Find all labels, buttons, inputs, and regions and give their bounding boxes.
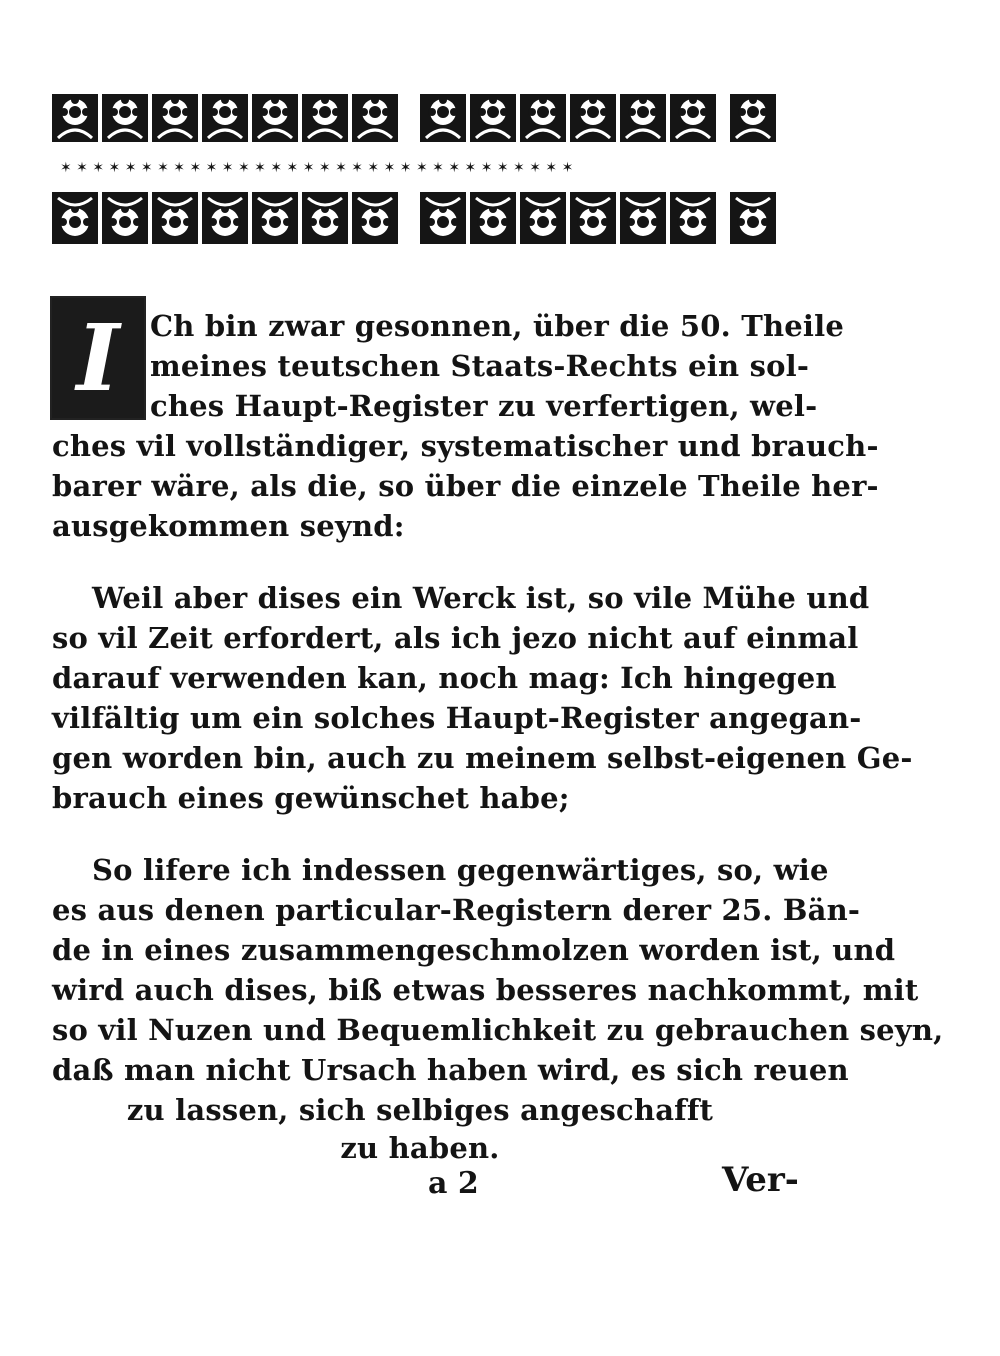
para3-line-3: de in eines zusammengeschmolzen worden ist, und [52,933,896,967]
para2-line-3: darauf verwenden kan, noch mag: Ich hingegen [52,661,837,695]
para1-line-1: Ch bin zwar gesonnen, über die 50. Theile [150,309,845,343]
para3-line-5: so vil Nuzen und Bequemlichkeit zu gebrauchen seyn, [52,1013,944,1047]
flower-ornament-row-bottom [50,188,784,248]
para2-line-4: vilfältig um ein solches Haupt-Register angegan- [52,701,862,735]
page-signature: a 2 [428,1166,479,1201]
para2-line-5: gen worden bin, auch zu meinem selbst-eigenen Ge- [52,741,913,775]
para1-line-6: ausgekommen seynd: [52,509,405,543]
para3-line-7: zu lassen, sich selbiges angeschafft [126,1093,714,1127]
para3-line-2: es aus denen particular-Registern derer 25. Bän- [52,893,861,927]
para3-line-4: wird auch dises, biß etwas besseres nachkommt, mit [52,973,919,1007]
para2-line-1: Weil aber dises ein Werck ist, so vile Mühe und [92,581,870,615]
para1-line-5: barer wäre, als die, so über die einzele Theile her- [52,469,879,503]
para3-line-8: zu haben. [340,1131,500,1165]
flower-ornament-row-top [50,88,784,148]
para3-line-1: So lifere ich indessen gegenwärtiges, so, wie [92,853,829,887]
para1-line-3: ches Haupt-Register zu verfertigen, wel- [150,389,818,423]
para3-line-6: daß man nicht Ursach haben wird, es sich reuen [52,1053,849,1087]
drop-initial-letter: I [50,296,146,420]
para2-line-6: brauch eines gewünschet habe; [52,781,570,815]
catchword: Ver- [722,1160,799,1200]
ornamental-headpiece [50,88,784,248]
para1-line-2: meines teutschen Staats-Rechts ein sol- [150,349,810,383]
para1-line-4: ches vil vollständiger, systematischer und brauch- [52,429,879,463]
para2-line-2: so vil Zeit erfordert, als ich jezo nicht auf einmal [52,621,859,655]
svg-text:✶ ✶ ✶ ✶ ✶ ✶ ✶ ✶ ✶ ✶ ✶ ✶ ✶ ✶ ✶: ✶ ✶ ✶ ✶ ✶ ✶ ✶ ✶ ✶ ✶ ✶ ✶ ✶ ✶ ✶ ✶ ✶ ✶ ✶ ✶ ✶ ✶ ✶ ✶ ✶ ✶ ✶ ✶ ✶ ✶ ✶ ✶ [60,160,574,176]
star-ornament-row [50,150,784,184]
